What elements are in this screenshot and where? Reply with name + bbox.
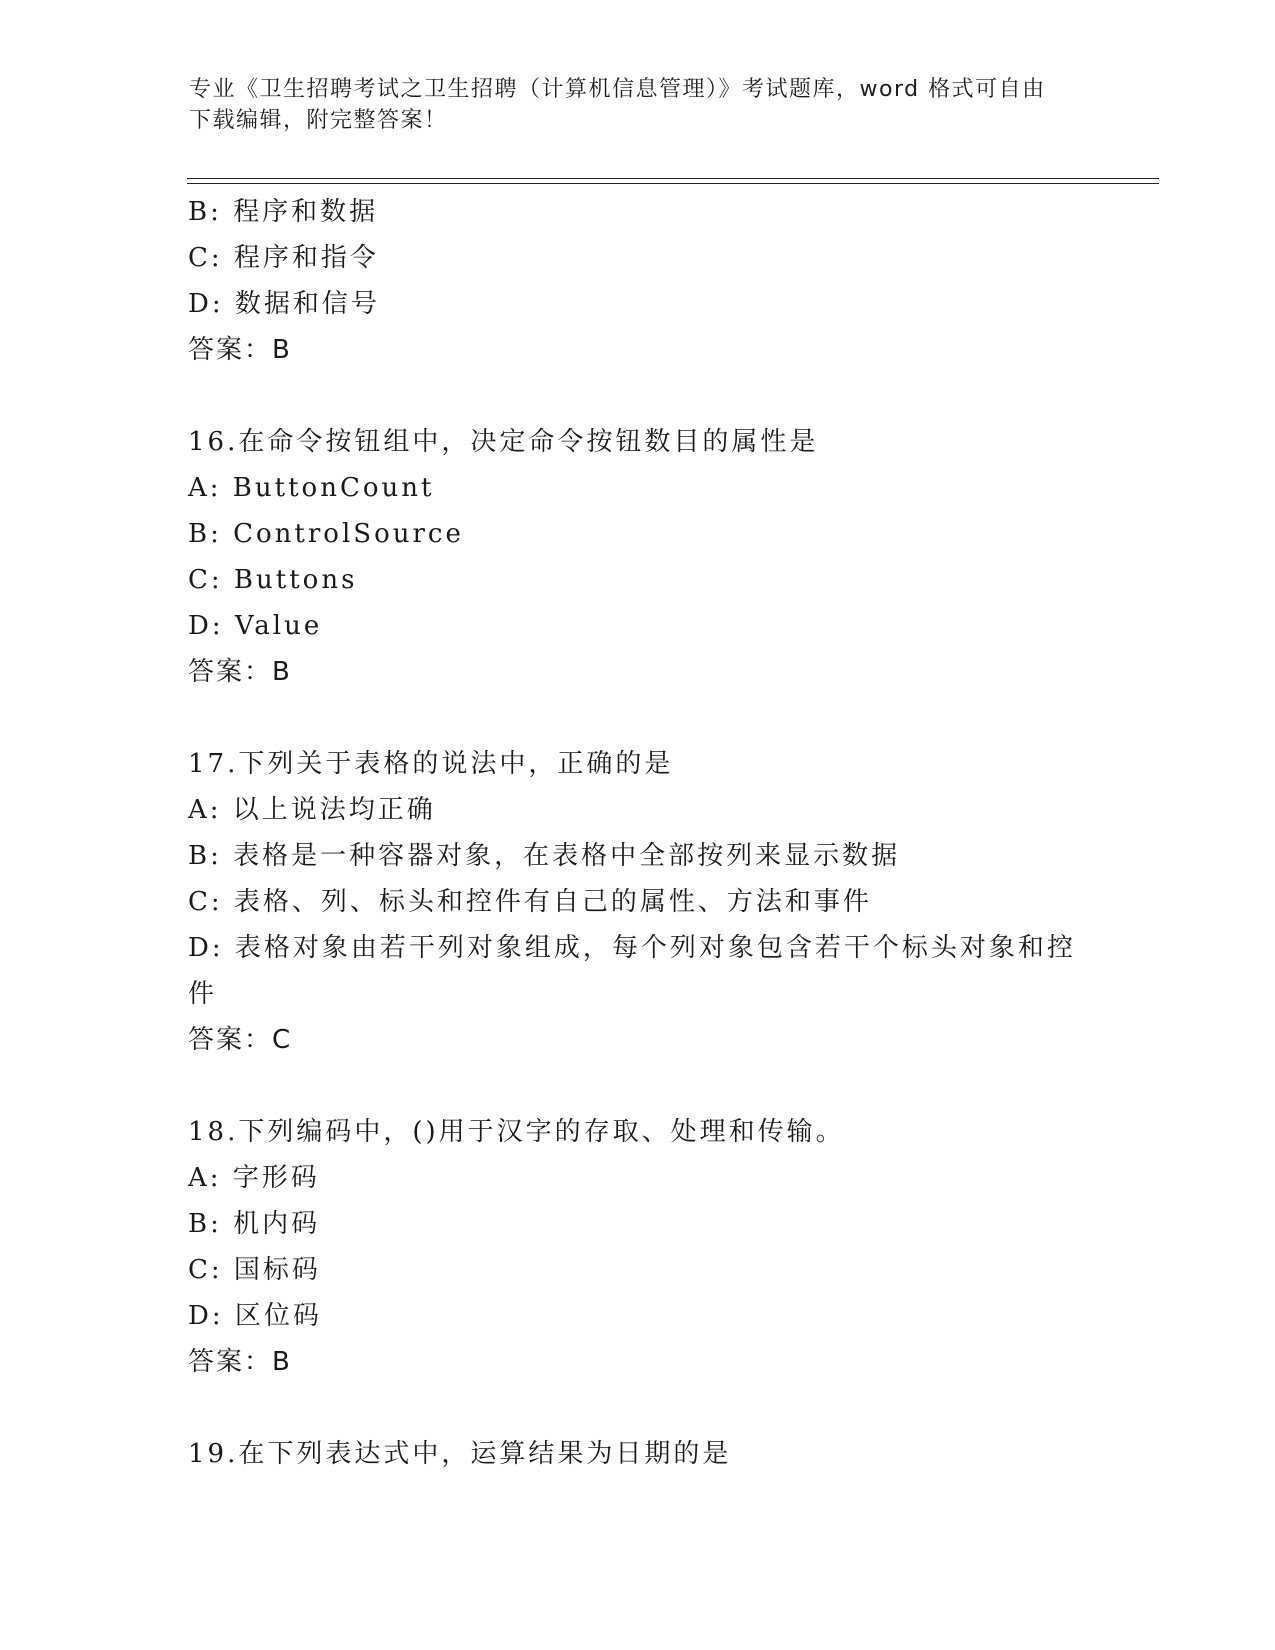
header-divider [187,178,1159,179]
option-a: A: 以上说法均正确 [188,795,436,825]
option-d: D: 数据和信号 [188,289,380,319]
question-text: 18.下列编码中，()用于汉字的存取、处理和传输。 [188,1117,845,1147]
option-a: A: ButtonCount [188,473,435,503]
option-c: C: 国标码 [188,1255,321,1285]
option-d: D: Value [188,611,323,641]
answer: 答案：B [188,657,292,687]
question-17 [188,741,1088,1063]
question-19 [188,1431,1088,1477]
option-c: C: 表格、列、标头和控件有自己的属性、方法和事件 [188,887,872,917]
spacer [188,1063,1088,1109]
option-c: C: 程序和指令 [188,243,379,273]
question-text: 19.在下列表达式中，运算结果为日期的是 [188,1439,732,1469]
option-b: B: 程序和数据 [188,197,379,227]
option-d: D: 区位码 [188,1301,322,1331]
answer: 答案：B [188,335,292,365]
header-divider [187,183,1159,184]
option-a: A: 字形码 [188,1163,320,1193]
spacer [188,1385,1088,1431]
spacer [188,695,1088,741]
spacer [188,373,1088,419]
question-text: 17.下列关于表格的说法中，正确的是 [188,749,674,779]
question-18 [188,1109,1088,1385]
option-b: B: 表格是一种容器对象，在表格中全部按列来显示数据 [188,841,901,871]
question-text: 16.在命令按钮组中，决定命令按钮数目的属性是 [188,427,819,457]
answer: 答案：C [188,1025,293,1055]
question-15-partial [188,189,1088,373]
option-b: B: 机内码 [188,1209,321,1239]
option-b: B: ControlSource [188,519,464,549]
option-c: C: Buttons [188,565,358,595]
question-16 [188,419,1088,695]
question-list [188,189,1088,1477]
document-header: 专业《卫生招聘考试之卫生招聘（计算机信息管理）》考试题库，word 格式可自由下载编辑，附完整答案！ [189,77,1046,133]
answer: 答案：B [188,1347,292,1377]
option-d: D: 表格对象由若干列对象组成，每个列对象包含若干个标头对象和控件 [188,933,1076,1009]
